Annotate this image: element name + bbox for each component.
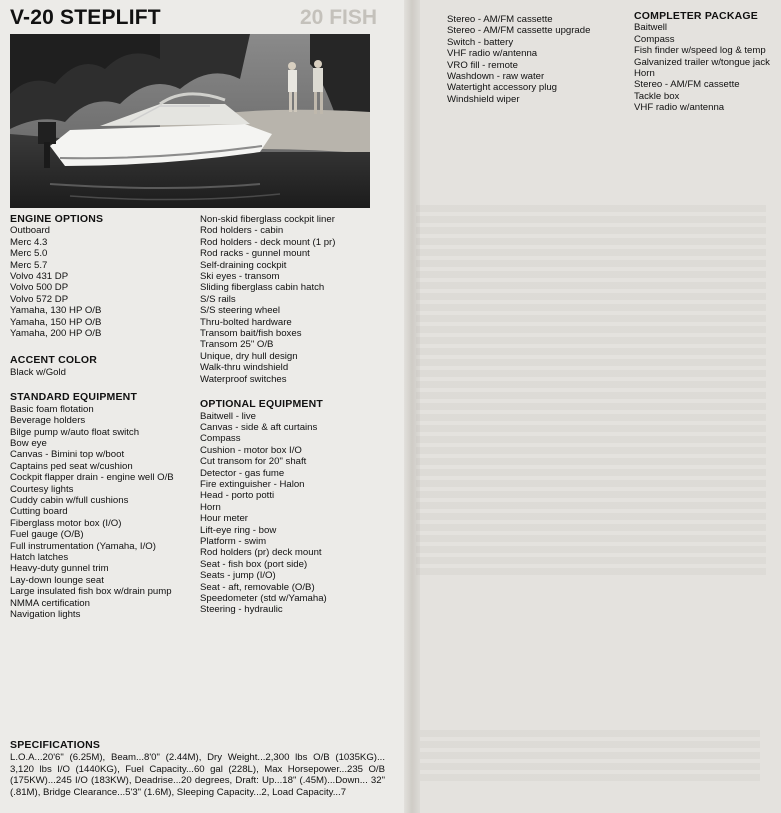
list-item: NMMA certification [10, 597, 90, 609]
list-item: Transom 25" O/B [200, 339, 274, 351]
right-column-1 [447, 14, 590, 105]
list-item: Seat - fish box (port side) [200, 558, 308, 570]
list-item: Canvas - side & aft curtains [200, 421, 318, 433]
list-item: Hatch latches [10, 551, 69, 563]
show-through-text [416, 205, 766, 575]
list-item: Fire extinguisher - Halon [200, 478, 305, 490]
list-item: Cutting board [10, 506, 68, 518]
list-item: Bow eye [10, 437, 47, 449]
standard-equipment-list [10, 404, 174, 621]
list-item: S/S rails [200, 293, 236, 305]
middle-column [200, 214, 335, 616]
list-item: Speedometer (std w/Yamaha) [200, 593, 327, 604]
page-title: V-20 STEPLIFT [10, 6, 161, 29]
list-item: Beverage holders [10, 415, 86, 427]
list-item: Basic foam flotation [10, 403, 94, 415]
list-item: Stereo - AM/FM cassette [447, 14, 553, 25]
specifications-heading: SPECIFICATIONS [10, 739, 101, 751]
list-item: Lay-down lounge seat [10, 574, 104, 586]
list-item: Black w/Gold [10, 366, 66, 378]
boat-photo [10, 34, 370, 208]
specifications-section [10, 740, 385, 798]
optional-equipment-heading: OPTIONAL EQUIPMENT [200, 398, 323, 411]
left-column [10, 214, 174, 620]
standard-equipment-heading: STANDARD EQUIPMENT [10, 391, 138, 404]
list-item: Merc 4.3 [10, 236, 48, 248]
list-item: Detector - gas fume [200, 467, 285, 479]
list-item: Large insulated fish box w/drain pump [10, 586, 172, 598]
list-item: Platform - swim [200, 535, 267, 547]
list-item: Seat - aft, removable (O/B) [200, 581, 315, 593]
list-item: Horn [634, 68, 655, 80]
list-item: Watertight accessory plug [447, 82, 558, 94]
right-column-2 [634, 11, 770, 114]
list-item: Merc 5.0 [10, 248, 48, 260]
list-item: Walk-thru windshield [200, 362, 289, 374]
list-item: Cuddy cabin w/full cushions [10, 494, 129, 506]
list-item: Fish finder w/speed log & temp [634, 45, 766, 57]
list-item: Bilge pump w/auto float switch [10, 426, 140, 438]
list-item: Rod holders - cabin [200, 225, 284, 237]
boat-photo-illustration [10, 34, 370, 208]
list-item: Volvo 431 DP [10, 271, 69, 283]
list-item: Galvanized trailer w/tongue jack [634, 56, 770, 68]
list-item: Stereo - AM/FM cassette upgrade [447, 25, 591, 37]
list-item: Cockpit flapper drain - engine well O/B [10, 472, 174, 484]
list-item: Merc 5.7 [10, 259, 48, 271]
list-item: Tackle box [634, 90, 680, 102]
list-item: Non-skid fiberglass cockpit liner [200, 214, 335, 225]
list-item: Unique, dry hull design [200, 350, 298, 362]
list-item: Rod holders (pr) deck mount [200, 547, 322, 559]
list-item: Ski eyes - transom [200, 271, 280, 283]
completer-package-list [634, 22, 770, 113]
show-through-specs [420, 730, 760, 785]
list-item: Lift-eye ring - bow [200, 524, 277, 536]
list-item: Compass [200, 433, 241, 445]
list-item: Steering - hydraulic [200, 604, 283, 616]
list-item: Horn [200, 501, 221, 513]
list-item: Transom bait/fish boxes [200, 328, 302, 340]
list-item: Cut transom for 20" shaft [200, 456, 307, 468]
list-item: Volvo 572 DP [10, 293, 69, 305]
engine-options-heading: ENGINE OPTIONS [10, 213, 104, 225]
show-through-title: 20 FISH [300, 6, 378, 29]
list-item: Yamaha, 130 HP O/B [10, 305, 102, 317]
specifications-text: L.O.A...20'6" (6.25M), Beam...8'0" (2.44M), Dry Weight...2,300 lbs O/B (1035KG)... 3,120 lbs I/O (1440KG), Fuel Capacity...60 gal (228L), Max Horsepower...235 O/B (175KW)...245 I/O (183KW), Deadrise...20 degrees, Draft: Up...18" (.45M)...Down... 32" (.81M), Bridge Clearance...5'3" (1.6M), Sleeping Capacity...2, Load Capacity...7 [10, 752, 385, 798]
standard-equipment-cont-list [200, 214, 335, 385]
list-item: Rod holders - deck mount (1 pr) [200, 236, 336, 248]
list-item: Canvas - Bimini top w/boot [10, 449, 125, 461]
list-item: Windshield wiper [447, 93, 520, 105]
list-item: Yamaha, 200 HP O/B [10, 328, 102, 340]
list-item: S/S steering wheel [200, 305, 280, 317]
list-item: Sliding fiberglass cabin hatch [200, 282, 325, 294]
list-item: Hour meter [200, 513, 248, 525]
accent-color-heading: ACCENT COLOR [10, 354, 97, 367]
list-item: Stereo - AM/FM cassette [634, 79, 740, 91]
list-item: Volvo 500 DP [10, 282, 69, 294]
list-item: Switch - battery [447, 36, 514, 48]
list-item: Heavy-duty gunnel trim [10, 563, 109, 575]
list-item: Self-draining cockpit [200, 259, 287, 271]
list-item: Full instrumentation (Yamaha, I/O) [10, 540, 156, 552]
list-item: Courtesy lights [10, 483, 74, 495]
list-item: Baitwell - live [200, 410, 256, 422]
list-item: Yamaha, 150 HP O/B [10, 316, 102, 328]
list-item: Compass [634, 33, 675, 45]
accent-color-list [10, 367, 174, 378]
list-item: VHF radio w/antenna [634, 102, 725, 114]
list-item: VHF radio w/antenna [447, 48, 538, 60]
list-item: Captains ped seat w/cushion [10, 460, 133, 472]
list-item: Seats - jump (I/O) [200, 570, 276, 582]
optional-equipment-cont-list [447, 14, 590, 105]
list-item: Cushion - motor box I/O [200, 444, 302, 456]
list-item: VRO fill - remote [447, 59, 518, 71]
list-item: Head - porto potti [200, 490, 275, 502]
list-item: Thru-bolted hardware [200, 316, 292, 328]
list-item: Baitwell [634, 22, 668, 34]
list-item: Rod racks - gunnel mount [200, 248, 310, 260]
list-item: Washdown - raw water [447, 71, 545, 83]
list-item: Waterproof switches [200, 373, 287, 385]
list-item: Navigation lights [10, 609, 81, 620]
list-item: Fiberglass motor box (I/O) [10, 517, 122, 529]
optional-equipment-list [200, 411, 335, 616]
completer-package-heading: COMPLETER PACKAGE [634, 10, 758, 22]
list-item: Fuel gauge (O/B) [10, 529, 84, 541]
list-item: Outboard [10, 225, 51, 237]
engine-options-list [10, 225, 174, 339]
